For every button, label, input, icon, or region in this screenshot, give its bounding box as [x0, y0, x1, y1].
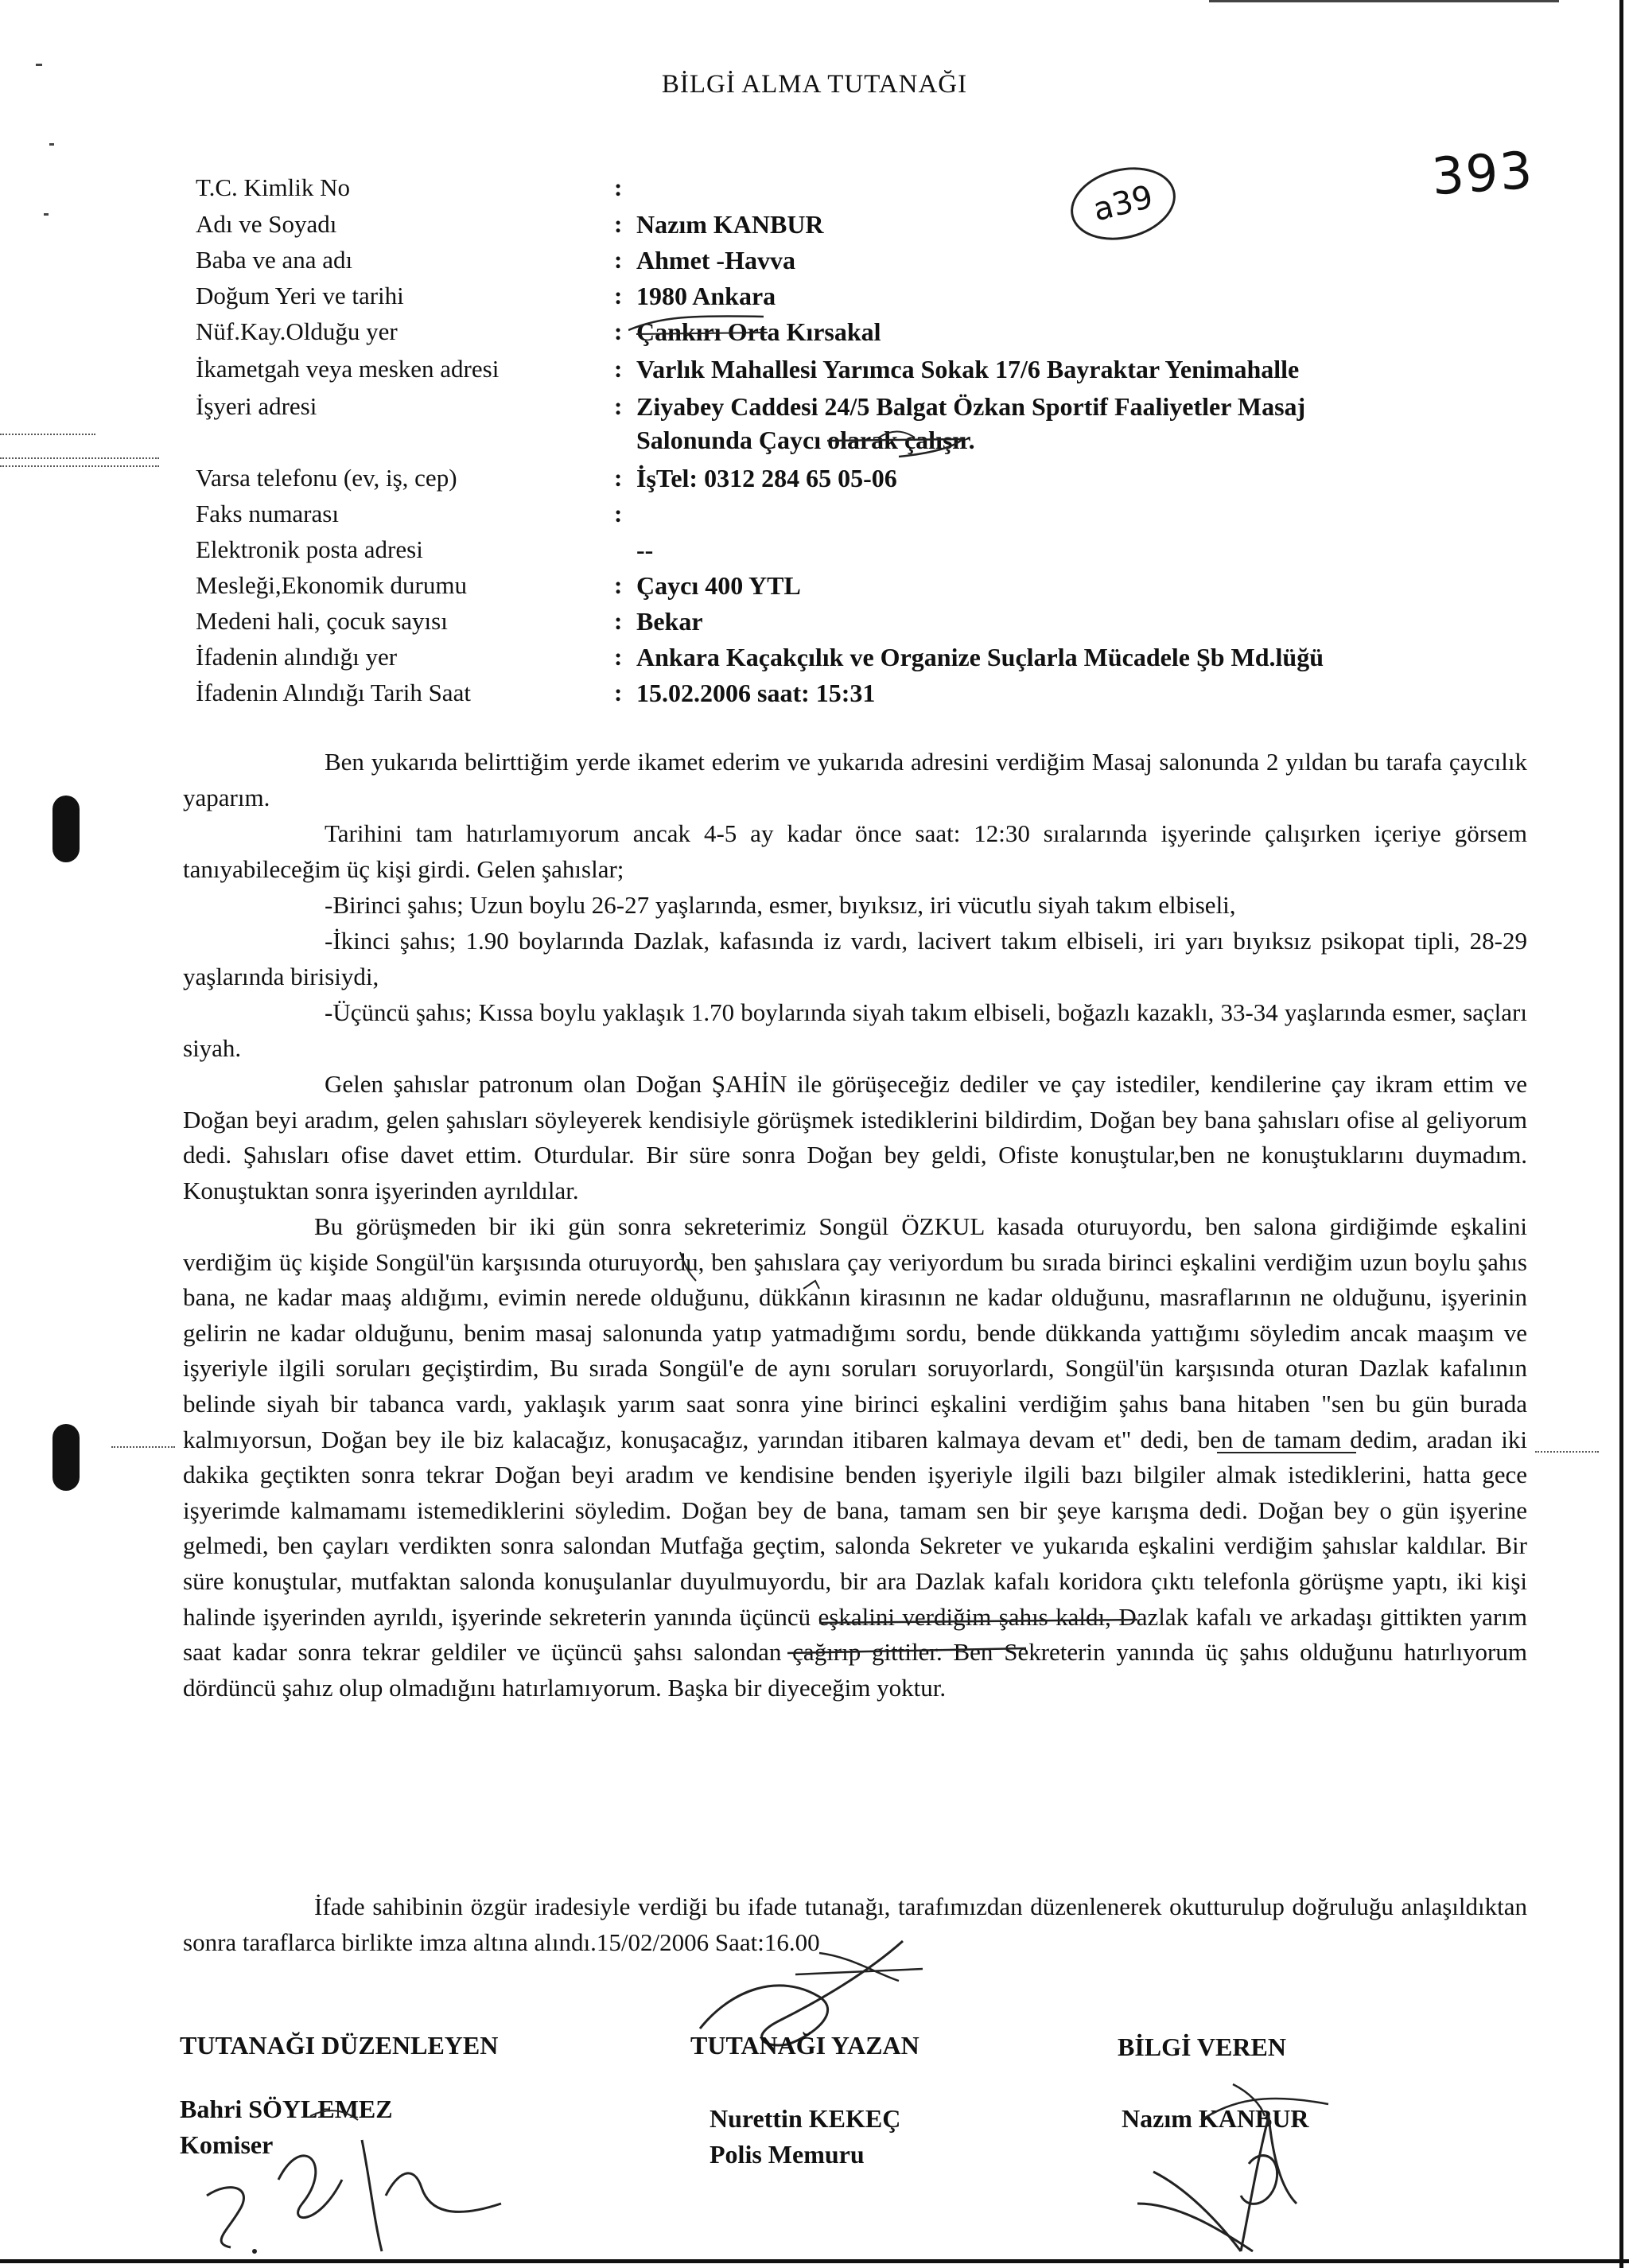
- field-value: Çaycı 400 YTL: [636, 571, 801, 600]
- field-label: Adı ve Soyadı: [196, 210, 337, 238]
- field-value: --: [636, 535, 654, 564]
- field-colon: :: [614, 500, 623, 527]
- field-label: Baba ve ana adı: [196, 246, 353, 274]
- scan-mark: [1535, 1451, 1599, 1453]
- officer-name-duzenleyen: Bahri SÖYLEMEZ: [180, 2095, 393, 2123]
- signature-heading-yazan: TUTANAĞI YAZAN: [690, 2031, 919, 2060]
- closing-paragraph: İfade sahibinin özgür iradesiyle verdiği bu ifade tutanağı, tarafımızdan düzenlenerek okutturulup doğruluğu anlaşıldıktan sonra taraflarca birlikte imza altına alındı.15/02/2006 Saat:16.00: [183, 1893, 1527, 1956]
- statement-paragraph: -Birinci şahıs; Uzun boylu 26-27 yaşlarında, esmer, bıyıksız, iri vücutlu siyah takım elbiseli,: [325, 891, 1236, 919]
- field-colon: :: [614, 679, 623, 706]
- field-value: Nazım KANBUR: [636, 210, 824, 239]
- field-value: Bekar: [636, 607, 703, 636]
- scan-speck: [49, 143, 54, 146]
- field-label: İfadenin alındığı yer: [196, 643, 398, 671]
- field-value: 15.02.2006 saat: 15:31: [636, 679, 876, 707]
- field-row: [0, 535, 1629, 570]
- field-value-continued: Salonunda Çaycı olarak çalışır.: [636, 426, 975, 454]
- field-row: [0, 679, 1629, 714]
- field-value: Çankırı Orta Kırsakal: [636, 317, 881, 346]
- field-label: Varsa telefonu (ev, iş, cep): [196, 464, 457, 492]
- statement-paragraph: Tarihini tam hatırlamıyorum ancak 4-5 ay kadar önce saat: 12:30 sıralarında işyerinde çalışırken içeriye görsem tanıyabileceğim üç kişi girdi. Gelen şahıslar;: [183, 819, 1527, 883]
- statement-paragraph: Ben yukarıda belirttiğim yerde ikamet ederim ve yukarıda adresini verdiğim Masaj salonunda 2 yıldan bu tarafa çaycılık yaparım.: [183, 748, 1527, 811]
- field-row: [0, 643, 1629, 678]
- field-colon: :: [614, 282, 623, 309]
- signature-heading-duzenleyen: TUTANAĞI DÜZENLEYEN: [180, 2031, 499, 2060]
- field-label: Elektronik posta adresi: [196, 535, 423, 563]
- field-colon: :: [614, 355, 623, 383]
- officer-title-duzenleyen: Komiser: [180, 2130, 274, 2159]
- informant-name: Nazım KANBUR: [1122, 2104, 1309, 2133]
- field-colon: :: [614, 210, 623, 238]
- field-colon: :: [614, 173, 623, 201]
- field-label: Doğum Yeri ve tarihi: [196, 282, 404, 309]
- field-colon: :: [614, 643, 623, 671]
- scan-speck: [1209, 0, 1559, 2]
- officer-name-yazan: Nurettin KEKEÇ: [710, 2104, 901, 2133]
- scan-speck: [36, 64, 42, 66]
- officer-title-yazan: Polis Memuru: [710, 2140, 865, 2169]
- field-row: [0, 607, 1629, 642]
- field-value: Ankara Kaçakçılık ve Organize Suçlarla Mücadele Şb Md.lüğü: [636, 643, 1324, 671]
- document-title: BİLGİ ALMA TUTANAĞI: [661, 70, 968, 99]
- field-value: Varlık Mahallesi Yarımca Sokak 17/6 Bayraktar Yenimahalle: [636, 355, 1300, 383]
- page-number: 393: [1429, 141, 1536, 208]
- punch-hole-bottom: [52, 1424, 80, 1491]
- handwritten-underline-marks: [668, 1249, 1464, 1822]
- statement-paragraph: Gelen şahıslar patronum olan Doğan ŞAHİN ile görüşeceğiz dediler ve çay istediler, kendilerine çay ikram ettim ve Doğan beyi aradım, gelen şahısları söyleyerek kendisiyle görüşmek istediklerini bildirdim, Doğan bey bana şahısları ofise al geliyorum dedi. Şahısları ofise davet ettim. Oturdular. Bir süre sonra Doğan bey geldi, Ofiste konuştular,ben ne konuştuklarını duymadım. Konuştuktan sonra işyerinden ayrıldılar.: [183, 1070, 1527, 1204]
- field-label: Faks numarası: [196, 500, 339, 527]
- field-value: Ziyabey Caddesi 24/5 Balgat Özkan Sportif Faaliyetler Masaj: [636, 392, 1306, 421]
- scan-mark: [111, 1446, 175, 1448]
- field-colon: :: [614, 464, 623, 492]
- field-row: [0, 210, 1629, 245]
- field-value: 1980 Ankara: [636, 282, 776, 310]
- field-colon: :: [614, 246, 623, 274]
- field-label: Nüf.Kay.Olduğu yer: [196, 317, 398, 345]
- scan-border-bottom: [0, 2259, 1629, 2263]
- field-colon: :: [614, 392, 623, 420]
- field-row: [0, 173, 1629, 208]
- field-value: Ahmet -Havva: [636, 246, 795, 274]
- field-colon: :: [614, 317, 623, 345]
- handwritten-underline-marks: [628, 310, 1026, 469]
- signature-veren-image: [1122, 2068, 1360, 2259]
- stamp-number: a39: [1063, 157, 1183, 251]
- field-label: Mesleği,Ekonomik durumu: [196, 571, 467, 599]
- field-label: İşyeri adresi: [196, 392, 317, 420]
- statement-paragraph: Bu görüşmeden bir iki gün sonra sekreterimiz Songül ÖZKUL kasada oturuyordu, ben salona girdiğimde eşkalini verdiğim üç kişide Songül'ün karşısında oturuyordu, ben şahıslara çay veriyordum bu sırada birinci eşkalini verdiğim uzun boylu şahıs bana, ne kadar maaş aldığımı, evimin nerede olduğunu, dükkanın kirasının ne kadar olduğunu, masraflarının ne olduğunu, işyerinin gelirin ne kadar olduğunu, benim masaj salonunda yatıp yatmadığımı sordu, bende dükkanda yattığımı söyledim ancak maaşım ve işyeriyle ilgili soruları geçiştirdim, Bu sırada Songül'e de aynı soruları soruyorlardı, Songül'ün karşısında oturan Dazlak kafalının belinde siyah bir tabanca vardı, yaklaşık yarım saat sonra yine birinci eşkalini verdiğim şahıs bana hitaben "sen bu gün burada kalmıyorsun, Doğan bey ile biz kalacağız, konuşacağız, yarından itibaren kalmaya devam et" dedi, ben de tamam dedim, aradan iki dakika geçtikten sonra tekrar Doğan beyi aradım ve kendisine benden işyeriyle ilgili bazı bilgiler almak istediklerini, hatta gece işyerimde kalmamamı istemediklerini söyledim. Doğan bey de bana, tamam sen bir şeye karışma dedi. Doğan bey o gün işyerine gelmedi, ben çayları verdikten sonra salondan Mutfağa geçtim, salonda Sekreter ve yukarıda eşkalini verdiğim şahıslar kaldılar. Bir süre konuştular, mutfaktan salonda konuşulanlar duyulmuyordu, bir ara Dazlak kafalı koridora çıktı telefonla görüşme yaptı, iki kişi halinde işyerinden ayrıldı, işyerinde sekreterin yanında üçüncü eşkalini verdiğim şahıs kaldı, Dazlak kafalı ve arkadaşı gittikten yarım saat kadar sonra tekrar geldiler ve üçüncü şahsı salondan çağırıp gittiler. Ben Sekreterin yanında üç şahıs olduğunu hatırlıyorum dördüncü şahız olup olmadığını hatırlamıyorum. Başka bir diyeceğim yoktur.: [183, 1212, 1527, 1702]
- punch-hole-top: [52, 796, 80, 862]
- field-row: [0, 500, 1629, 535]
- statement-paragraph: -Üçüncü şahıs; Kıssa boylu yaklaşık 1.70 boylarında siyah takım elbiseli, boğazlı kazaklı, 33-34 yaşlarında esmer, saçları siyah.: [183, 998, 1527, 1062]
- field-colon: :: [614, 571, 623, 599]
- field-label: İfadenin Alındığı Tarih Saat: [196, 679, 471, 706]
- field-value: İşTel: 0312 284 65 05-06: [636, 464, 897, 492]
- signature-duzenleyen-image: [183, 2084, 533, 2259]
- statement-paragraph: -İkinci şahıs; 1.90 boylarında Dazlak, kafasında iz vardı, lacivert takım elbiseli, iri yarı bıyıksız psikopat tipli, 28-29 yaşlarında birisiydi,: [183, 927, 1527, 990]
- field-row: [0, 246, 1629, 281]
- field-row: [0, 571, 1629, 606]
- field-label: T.C. Kimlik No: [196, 173, 351, 201]
- signature-heading-veren: BİLGİ VEREN: [1118, 2033, 1286, 2061]
- field-label: İkametgah veya mesken adresi: [196, 355, 500, 383]
- field-label: Medeni hali, çocuk sayısı: [196, 607, 448, 635]
- field-colon: :: [614, 607, 623, 635]
